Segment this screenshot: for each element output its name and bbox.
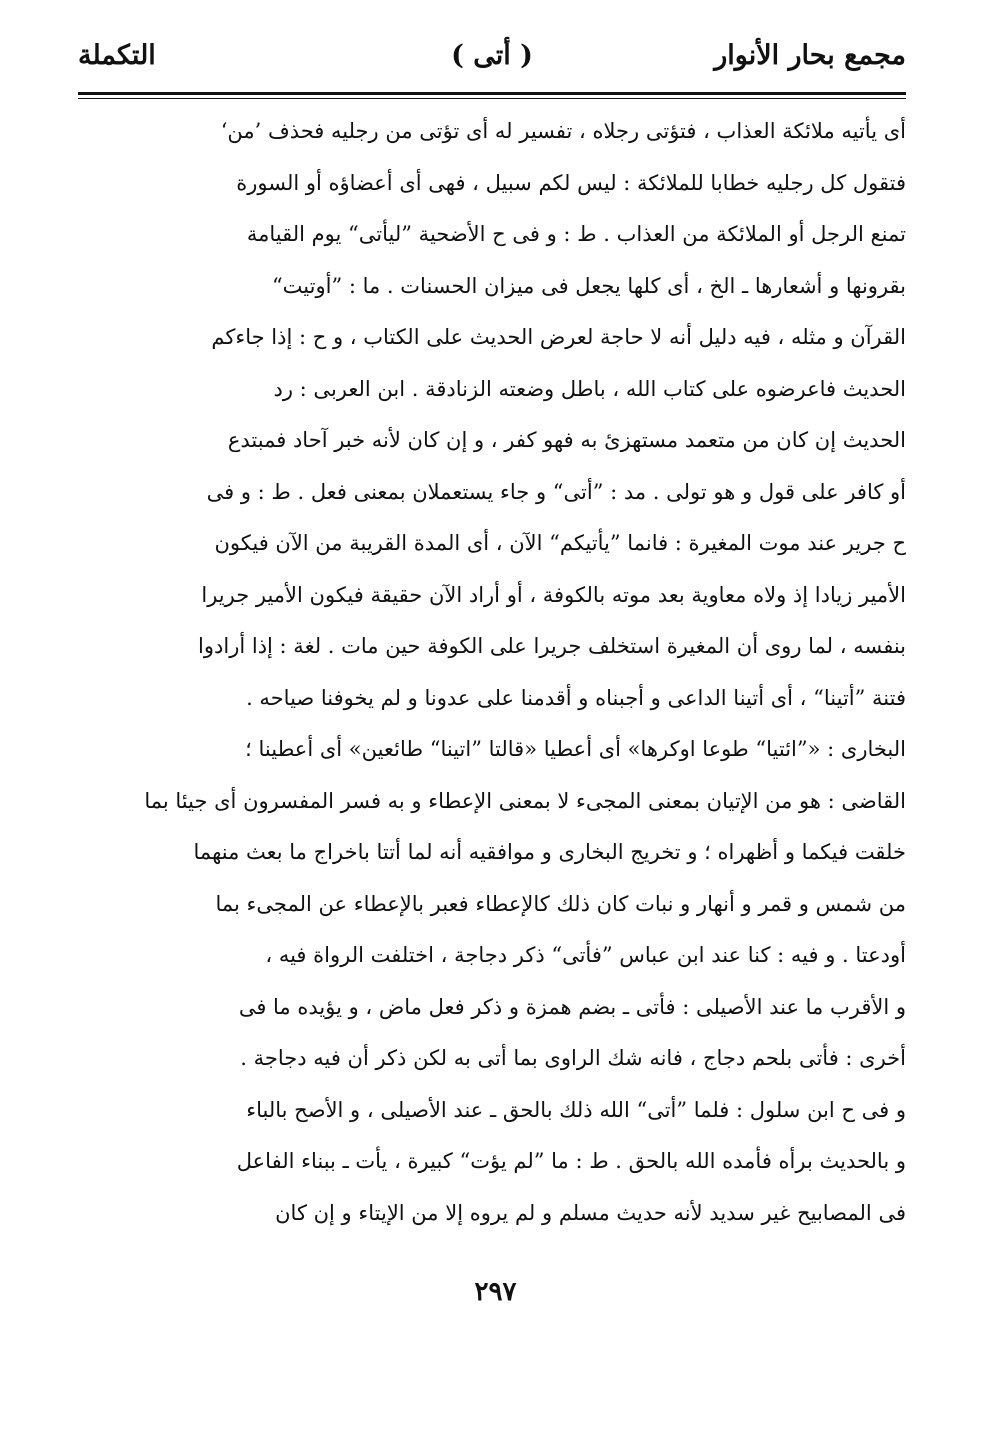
text-line: أو كافر على قول و هو تولى . مد : ”أتى“ و جاء يستعملان بمعنى فعل . ط : و فى	[206, 479, 906, 504]
text-line: ح جرير عند موت المغيرة : فانما ”يأتيكم“ الآن ، أى المدة القريبة من الآن فيكون	[214, 531, 906, 555]
book-title: مجمع بحار الأنوار	[714, 40, 906, 71]
header-rule-thick	[78, 92, 906, 95]
text-line: فتنة ”أتينا“ ، أى أتينا الداعى و أجبناه و أقدمنا على عدونا و لم يخوفنا صياحه .	[246, 685, 906, 710]
text-line: الحديث إن كان من متعمد مستهزئ به فهو كفر ، و إن كان لأنه خبر آحاد فمبتدع	[227, 428, 906, 452]
text-line: الأمير زيادا إذ ولاه معاوية بعد موته بالكوفة ، أو أراد الآن حقيقة فيكون الأمير جريرا	[201, 582, 906, 607]
text-line: القرآن و مثله ، فيه دليل أنه لا حاجة لعرض الحديث على الكتاب ، و ح : إذا جاءكم	[211, 325, 906, 349]
text-line: و فى ح ابن سلول : فلما ”أتى“ الله ذلك بالحق ـ عند الأصيلى ، و الأصح بالباء	[246, 1097, 906, 1122]
text-line: و بالحديث برأه فأمده الله بالحق . ط : ما ”لم يؤت“ كبيرة ، يأت ـ ببناء الفاعل	[236, 1149, 906, 1173]
text-line: أخرى : فأتى بلحم دجاج ، فانه شك الراوى بما أتى به لكن ذكر أن فيه دجاجة .	[240, 1046, 906, 1070]
text-line: الحديث فاعرضوه على كتاب الله ، باطل وضعته الزنادقة . ابن العربى : رد	[273, 376, 906, 401]
text-line: تمنع الرجل أو الملائكة من العذاب . ط : و فى ح الأضحية ”ليأتى“ يوم القيامة	[246, 222, 906, 246]
header-rule-thin	[78, 98, 906, 99]
text-line: أى يأتيه ملائكة العذاب ، فتؤتى رجلاه ، تفسير له أى تؤتى من رجليه فحذف ’من‘	[220, 119, 906, 143]
text-line: القاضى : هو من الإتيان بمعنى المجىء لا بمعنى الإعطاء و به فسر المفسرون أى جيئا بما	[144, 788, 906, 813]
page-number: ٢٩٧	[474, 1277, 517, 1307]
text-line: أودعتا . و فيه : كنا عند ابن عباس ”فأتى“ ذكر دجاجة ، اختلفت الرواة فيه ،	[265, 943, 906, 967]
text-line: و الأقرب ما عند الأصيلى : فأتى ـ بضم همزة و ذكر فعل ماض ، و يؤيده ما فى	[238, 994, 906, 1019]
entry-keyword: ( أتى )	[451, 40, 533, 71]
main-text	[80, 106, 906, 1239]
section-title: التكملة	[78, 40, 156, 71]
text-line: من شمس و قمر و أنهار و نبات كان ذلك كالإعطاء فعبر بالإعطاء عن المجىء بما	[215, 891, 906, 916]
text-line: البخارى : «”ائتيا“ طوعا اوكرها» أى أعطيا «قالتا ”اتينا“ طائعين» أى أعطينا ؛	[245, 737, 906, 761]
text-line: بنفسه ، لما روى أن المغيرة استخلف جريرا على الكوفة حين مات . لغة : إذا أرادوا	[198, 634, 906, 658]
text-line: فتقول كل رجليه خطابا للملائكة : ليس لكم سبيل ، فهى أى أعضاؤه أو السورة	[236, 170, 906, 195]
text-line: بقرونها و أشعارها ـ الخ ، أى كلها يجعل فى ميزان الحسنات . ما : ”أوتيت“	[271, 273, 906, 298]
running-header	[78, 40, 906, 84]
text-line: خلقت فيكما و أظهراه ؛ و تخريج البخارى و موافقيه أنه لما أتتا باخراج ما بعث منهما	[193, 840, 906, 864]
text-line: فى المصابيح غير سديد لأنه حديث مسلم و لم يروه إلا من الإيتاء و إن كان	[275, 1200, 906, 1225]
